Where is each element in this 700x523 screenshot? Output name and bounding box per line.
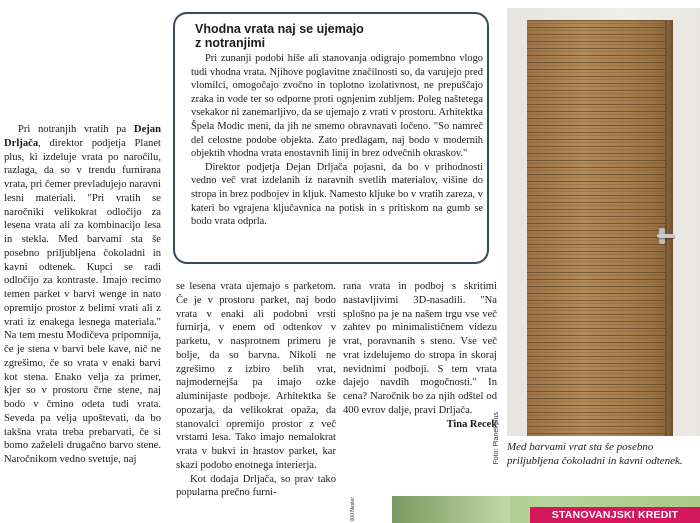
paragraph-text: , direktor podjetja Planet plus, ki izdeluje vrata po naročilu, razlaga, da so v trendu furnirana vrata, pri čemer prevladujejo naravni lesni materiali. "Pri vratih se naročniki velikokrat odločijo za lesena vrata ali za kombinacijo lesa in stekla. Med barvami sta še posebno priljubljena čokoladni in kavni odtenek. Kupci se radi odločijo za kontraste. Imajo recimo temen parket v barvi wenge in nato opremijo prostor z belimi vrati ali z vrati iz enakega lesnega materiala." Na tem mestu Modičeva pripomnija, če je stena v barvi bele kave, nič ne zgrešimo, če so vrata v enaki barvi kot stena. Enako velja za primer, kjer so v prostoru črne stene, naj bodo v črnino odeta tudi vrata. Seveda pa velja upoštevati, da bo takšna vrata treba prebarvati, če si bomo zaželeli drugačno barvo stene. Naročnikom vedno svetuje, naj	[4, 137, 161, 465]
article-column-middle	[176, 280, 336, 500]
wooden-door	[527, 20, 667, 436]
article-column-left	[4, 123, 161, 467]
sidebar-title-line: z notranjimi	[195, 36, 266, 50]
door-frame	[667, 20, 673, 436]
author-signature: Tina Recek	[446, 418, 497, 430]
article-paragraph: Kot dodaja Drljača, so prav tako popularna prečno furni-	[176, 473, 336, 499]
sidebar-box	[173, 12, 489, 264]
article-paragraph: rana vrata in podboj s skritimi nastavljivimi 3D-nasadili. "Na splošno pa je na našem trgu vse več zahtev po minimalističnem videzu vrat, poravnanih s steno. Vse več vrat izdelujemo do stropa in skoraj nevidnimi podboji. S tem vrata dajejo navdih mogočnosti." In cena? Naročnik bo za njih odštel od 400 evrov dalje, pravi Drljača.	[343, 281, 497, 416]
person-name: Dejan Drljača	[4, 124, 161, 149]
sidebar-paragraph: Pri zunanji podobi hiše ali stanovanja odigrajo pomembno vlogo tudi vhodna vrata. Njihove poglavitne značilnosti so, da varujejo pred vlomilci, omogočajo zvočno in toplotno izolativnost, ne prepuščajo zraka in vode ter so odporne proti ognjenim zubljem. Poleg naštetega vsekakor ni zanemarljivo, da se ujemajo z vrati v prostoru. Arhitektka Špela Modic meni, da jih ne smemo obravnavati ločeno. "So namreč del celostne podobe objekta. Zato predlagam, naj bodo v modernih objektih vhodna vrata enostavnih linij in brez odvečnih okraskov."	[191, 53, 483, 160]
door-handle-icon	[657, 234, 675, 238]
photo-credit: Foto: Planet plus	[493, 412, 500, 465]
section-banner: STANOVANJSKI KREDIT	[530, 507, 700, 523]
margin-tag: 000 Nester	[350, 497, 356, 522]
sidebar-title	[195, 22, 485, 50]
sidebar-paragraph: Direktor podjetja Dejan Drljača pojasni, da bo v prihodnosti vedno več vrat izdelanih iz naravnih svetlih materialov, višine do stropa in brez podbojev in kljuk. Namesto kljuke bo v vratih zareza, v kateri bo vgrajena ključavnica na potisk in s pritiskom na gumb se bodo vrata odprla.	[191, 161, 483, 228]
article-column-right	[343, 280, 497, 431]
paragraph-text: Pri notranjih vratih pa	[18, 124, 134, 135]
article-paragraph	[4, 123, 161, 467]
photo-caption: Med barvami vrat sta še posebno priljubljena čokoladni in kavni odtenek.	[507, 441, 683, 467]
sidebar-title-line: Vhodna vrata naj se ujemajo	[195, 22, 364, 36]
ad-image	[392, 496, 510, 523]
door-photo	[507, 8, 700, 436]
sidebar-body	[191, 52, 483, 229]
article-paragraph: se lesena vrata ujemajo s parketom. Če je v prostoru parket, naj bodo vrata v enaki ali podobni vrsti furnirja, v enem od odtenkov v parketu, v nasprotnem primeru je bolje, da so barvna. Nikoli ne zgrešimo z izbiro belih vrat, najmodernejša pa imajo ozke aluminijaste podboje. Arhitektka še opozarja, da velikokrat opaža, da stanovalci opremijo prostor z več vrstami lesa. Tako imajo nemalokrat vrata v bukvi in hrastov parket, kar skazi podobo enotnega interierja.	[176, 281, 336, 471]
